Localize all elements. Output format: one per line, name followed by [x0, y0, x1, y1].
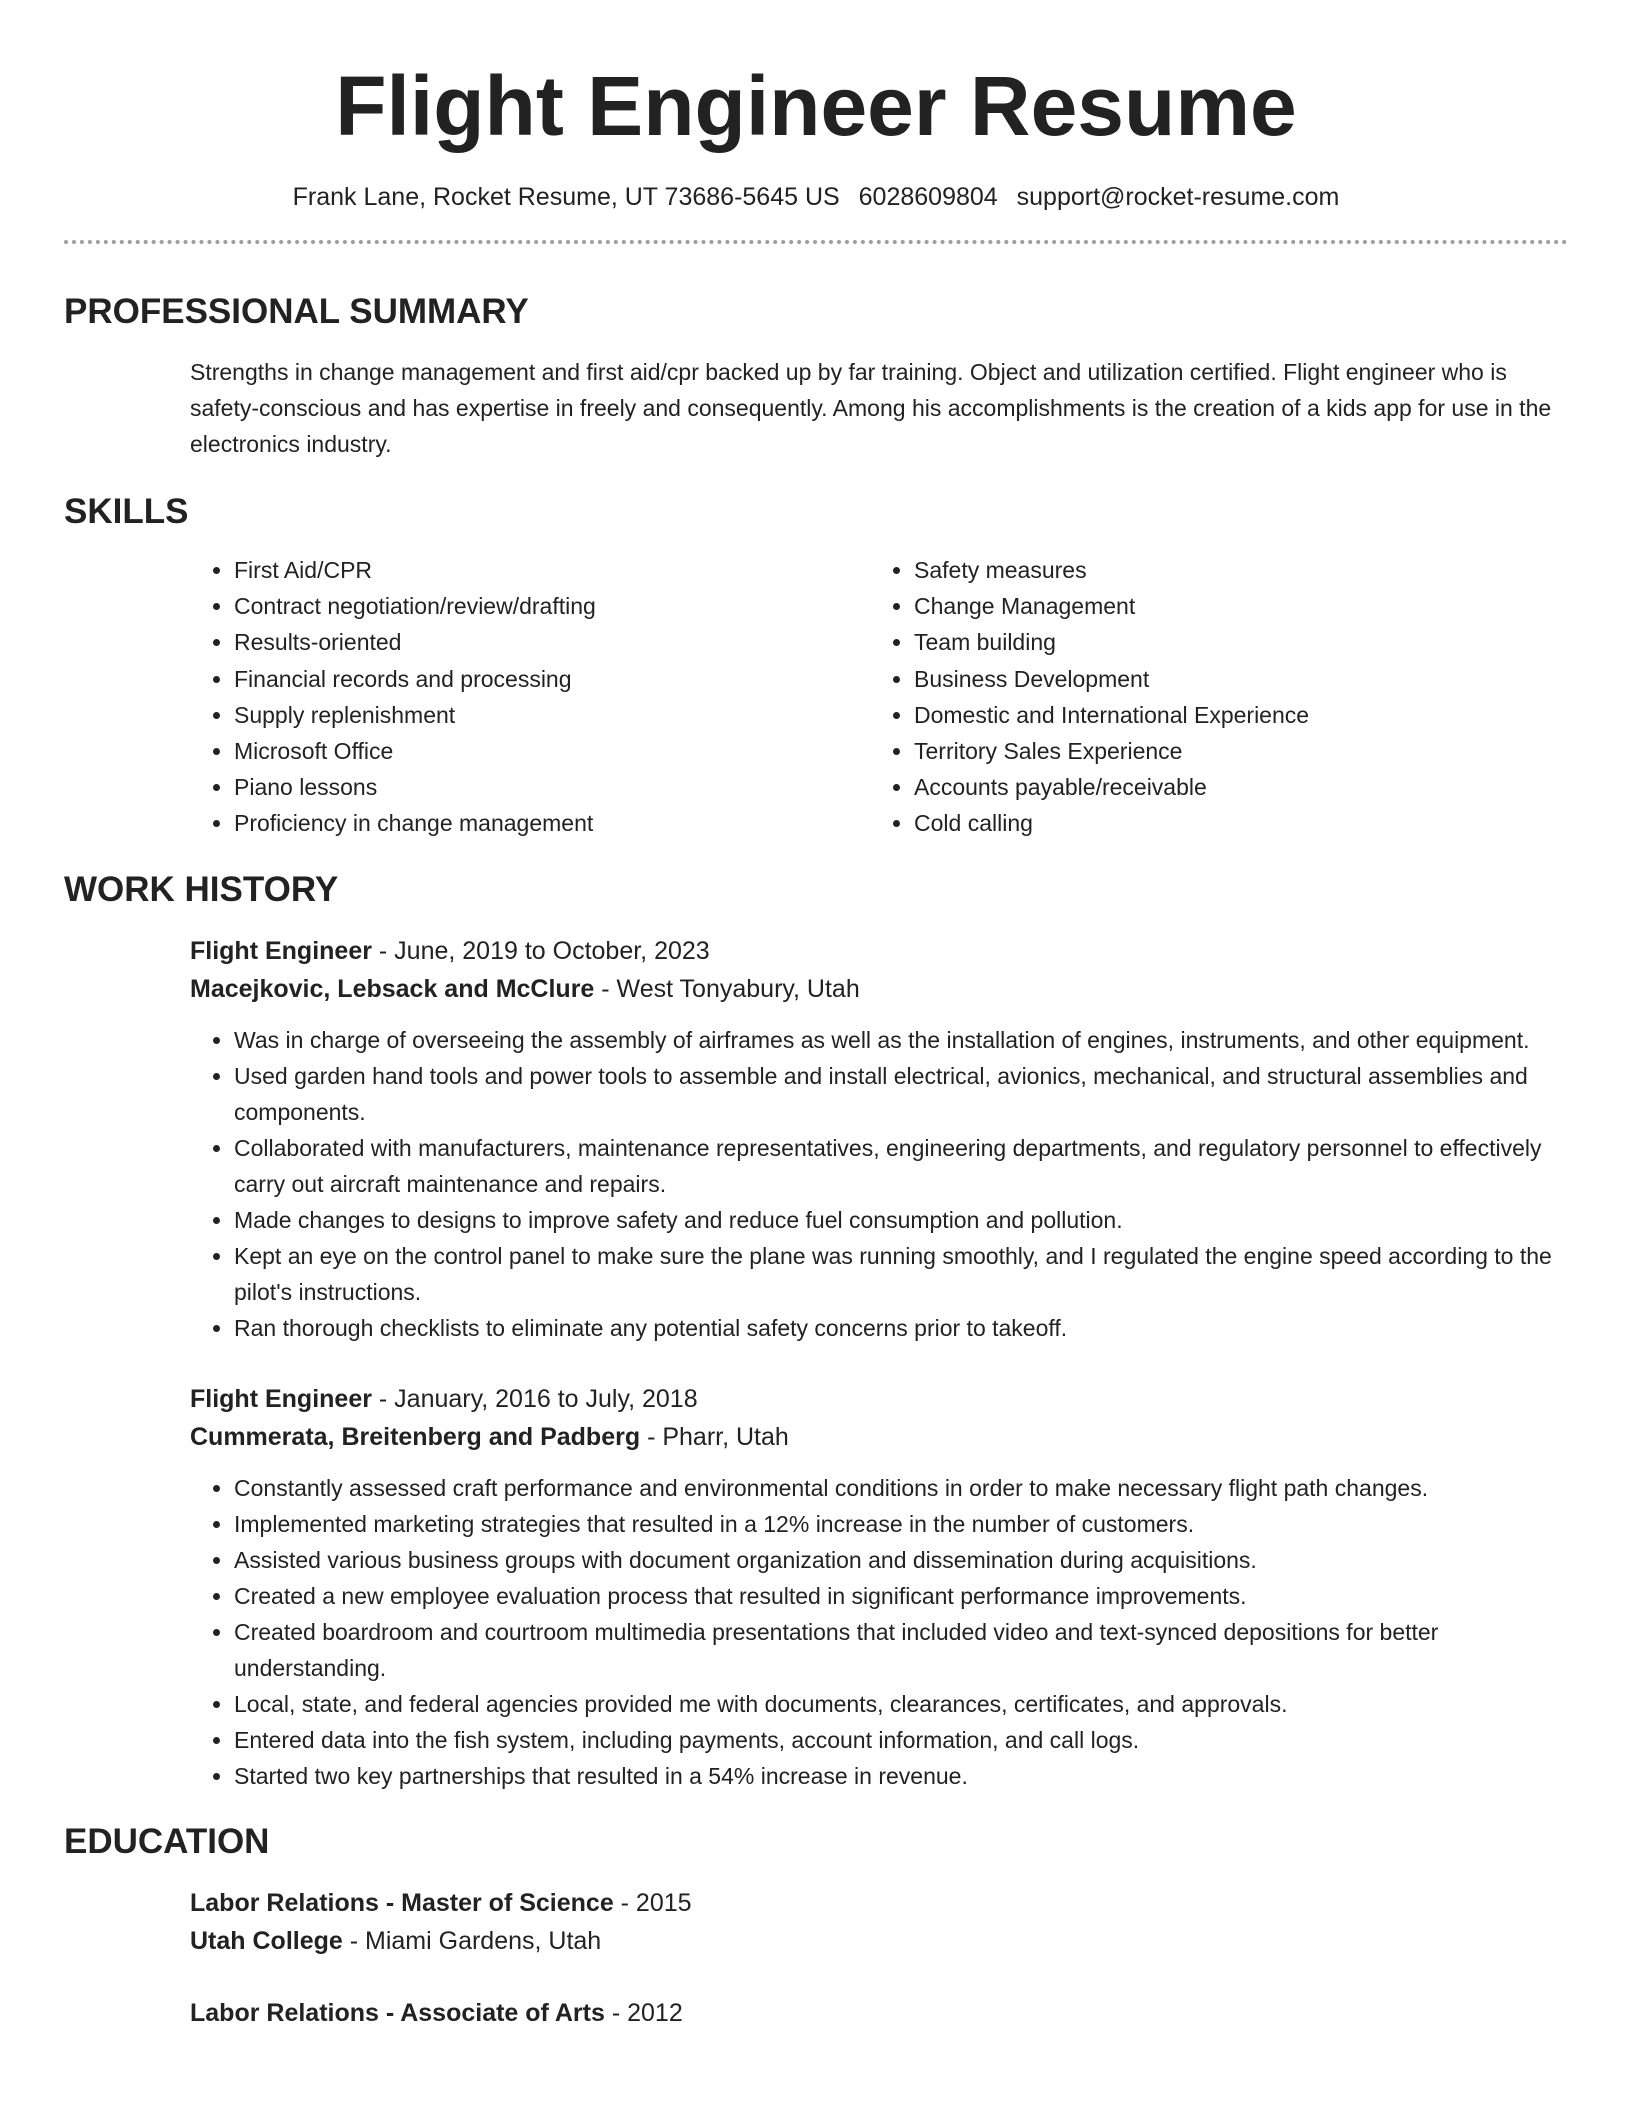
education-school-line [190, 1922, 1568, 1960]
education-school: Utah College [190, 1926, 343, 1955]
job-entry [190, 932, 1568, 1346]
education-entry [190, 1994, 1568, 2032]
job-bullet: • Kept an eye on the control panel to make sure the plane was running smoothly, and I regulated the engine speed according to the pilot's instructions. [234, 1238, 1568, 1310]
job-dates: - January, 2016 to July, 2018 [371, 1384, 698, 1413]
job-bullet: • Used garden hand tools and power tools to assemble and install electrical, avionics, mechanical, and structural assemblies and components. [234, 1058, 1568, 1130]
job-title: Flight Engineer [190, 936, 372, 965]
job-bullet: • Created boardroom and courtroom multimedia presentations that included video and text-synced depositions for better understanding. [234, 1614, 1568, 1686]
skills-grid [190, 552, 1568, 842]
work-history-heading: WORK HISTORY [64, 869, 339, 909]
summary-heading: PROFESSIONAL SUMMARY [64, 292, 529, 331]
skill-item: • Cold calling [914, 805, 1550, 841]
skill-item: • Financial records and processing [234, 661, 870, 697]
contact-line [64, 180, 1568, 214]
skill-item: • Business Development [914, 661, 1550, 697]
job-bullets [190, 1022, 1568, 1346]
education-degree: Labor Relations - Associate of Arts [190, 1998, 605, 2027]
job-bullet: • Constantly assessed craft performance and environmental conditions in order to make necessary flight path changes. [234, 1470, 1568, 1506]
job-bullet: • Created a new employee evaluation process that resulted in significant performance improvements. [234, 1578, 1568, 1614]
page-title: Flight Engineer Resume [335, 59, 1297, 153]
skills-column-left [190, 552, 870, 842]
education-degree-line [190, 1994, 1568, 2032]
skill-item: • Safety measures [914, 552, 1550, 588]
job-location: - Pharr, Utah [640, 1422, 789, 1451]
education-degree: Labor Relations - Master of Science [190, 1888, 614, 1917]
skill-item: • Accounts payable/receivable [914, 769, 1550, 805]
skills-heading: SKILLS [64, 492, 189, 531]
contact-email: support@rocket-resume.com [1016, 183, 1340, 211]
skill-item: • Results-oriented [234, 624, 870, 660]
education-year: - 2012 [604, 1998, 683, 2027]
skill-item: • Piano lessons [234, 769, 870, 805]
job-title: Flight Engineer [190, 1384, 372, 1413]
job-bullet: • Implemented marketing strategies that resulted in a 12% increase in the number of customers. [234, 1506, 1568, 1542]
skill-item: • Supply replenishment [234, 697, 870, 733]
header-divider [64, 240, 1568, 244]
skill-item: • First Aid/CPR [234, 552, 870, 588]
job-entry [190, 1380, 1568, 1794]
education-degree-line [190, 1884, 1568, 1922]
summary-text: Strengths in change management and first aid/cpr backed up by far training. Object and utilization certified. Flight engineer who is safety-conscious and has expertise in freely and consequently. Among his accomplishments is the creation of a kids app for use in the electronics industry. [190, 359, 1552, 457]
job-company-line [190, 970, 1568, 1008]
job-company: Cummerata, Breitenberg and Padberg [190, 1422, 641, 1451]
skill-item: • Change Management [914, 588, 1550, 624]
education-heading: EDUCATION [64, 1821, 270, 1861]
skill-item: • Contract negotiation/review/drafting [234, 588, 870, 624]
education-location: - Miami Gardens, Utah [342, 1926, 602, 1955]
skills-column-right [870, 552, 1550, 842]
job-bullet: • Ran thorough checklists to eliminate any potential safety concerns prior to takeoff. [234, 1310, 1568, 1346]
job-company-line [190, 1418, 1568, 1456]
skill-item: • Territory Sales Experience [914, 733, 1550, 769]
skill-item: • Team building [914, 624, 1550, 660]
job-title-line [190, 1380, 1568, 1418]
contact-address: Frank Lane, Rocket Resume, UT 73686-5645 US [292, 183, 840, 211]
job-bullet: • Started two key partnerships that resulted in a 54% increase in revenue. [234, 1758, 1568, 1794]
skill-item: • Microsoft Office [234, 733, 870, 769]
skill-item: • Domestic and International Experience [914, 697, 1550, 733]
contact-phone: 6028609804 [858, 183, 998, 211]
job-bullets [190, 1470, 1568, 1794]
skill-item: • Proficiency in change management [234, 805, 870, 841]
job-dates: - June, 2019 to October, 2023 [371, 936, 710, 965]
education-year: - 2015 [613, 1888, 692, 1917]
job-company: Macejkovic, Lebsack and McClure [190, 974, 595, 1003]
job-bullet: • Made changes to designs to improve safety and reduce fuel consumption and pollution. [234, 1202, 1568, 1238]
job-bullet: • Was in charge of overseeing the assembly of airframes as well as the installation of engines, instruments, and other equipment. [234, 1022, 1568, 1058]
job-bullet: • Collaborated with manufacturers, maintenance representatives, engineering departments, and regulatory personnel to effectively carry out aircraft maintenance and repairs. [234, 1130, 1568, 1202]
job-bullet: • Entered data into the fish system, including payments, account information, and call logs. [234, 1722, 1568, 1758]
job-location: - West Tonyabury, Utah [594, 974, 860, 1003]
education-entry [190, 1884, 1568, 1960]
job-title-line [190, 932, 1568, 970]
job-bullet: • Assisted various business groups with document organization and dissemination during acquisitions. [234, 1542, 1568, 1578]
job-bullet: • Local, state, and federal agencies provided me with documents, clearances, certificates, and approvals. [234, 1686, 1568, 1722]
